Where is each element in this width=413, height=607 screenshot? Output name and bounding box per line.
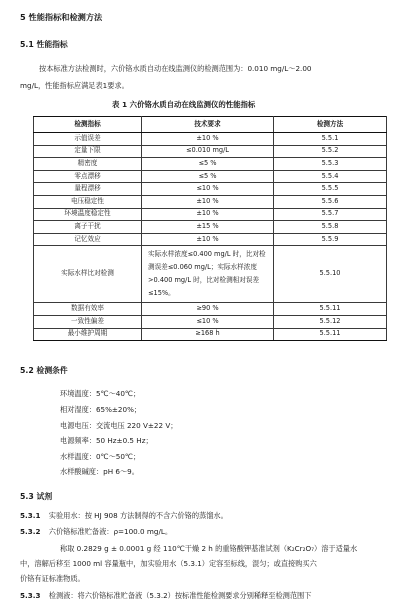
reagent-5-3-2-paragraph-line: 价铬有证标准物质。	[20, 574, 85, 583]
table-row	[34, 145, 387, 158]
cell-method: 5.5.7	[274, 208, 387, 221]
condition-item: 水样温度：0℃～50℃；	[60, 452, 141, 461]
cell-method: 5.5.11	[274, 303, 387, 316]
header-requirement: 技术要求	[142, 117, 274, 133]
cell-requirement: ±10 %	[142, 233, 274, 246]
table-row	[34, 195, 387, 208]
table-header-row	[34, 117, 387, 133]
reagent-number: 5.3.2	[20, 527, 41, 536]
cell-item: 数据有效率	[34, 303, 142, 316]
section-5-3-heading: 5.3 试剂	[20, 492, 53, 501]
cell-requirement: 实际水样浓度≤0.400 mg/L 时，比对检测误差≤0.060 mg/L；实际水样浓度>0.400 mg/L 时，比对检测相对误差≤15%。	[142, 246, 274, 303]
cell-item: 离子干扰	[34, 221, 142, 234]
reagent-text: 六价铬标准贮备液：ρ=100.0 mg/L。	[48, 527, 173, 536]
reagent-5-3-1	[20, 511, 228, 520]
performance-table	[33, 116, 386, 341]
cell-item: 最小维护周期	[34, 328, 142, 341]
reagent-5-3-3	[20, 591, 311, 600]
table-row	[34, 315, 387, 328]
condition-item: 相对湿度：65%±20%；	[60, 405, 142, 414]
table-row	[34, 233, 387, 246]
table-row	[34, 328, 387, 341]
cell-requirement: ±10 %	[142, 195, 274, 208]
table-row	[34, 208, 387, 221]
intro-line-2: mg/L，性能指标应满足表1要求。	[20, 81, 129, 90]
section-5-heading: 5 性能指标和检测方法	[20, 12, 103, 22]
reagent-5-3-2-paragraph-line: 中，溶解后移至 1000 ml 容量瓶中，加实验用水（5.3.1）定容至标线，混匀；或直接购买六	[20, 559, 317, 568]
reagent-text: 实验用水：按 HJ 908 方法制得的不含六价铬的蒸馏水。	[48, 511, 228, 520]
condition-item: 电源频率：50 Hz±0.5 Hz；	[60, 436, 153, 445]
cell-method: 5.5.4	[274, 170, 387, 183]
cell-requirement: ≥168 h	[142, 328, 274, 341]
condition-item: 电源电压：交流电压 220 V±22 V；	[60, 421, 178, 430]
cell-item: 电压稳定性	[34, 195, 142, 208]
table-row-comparison	[34, 246, 387, 303]
intro-line-1: 按本标准方法检测时，六价铬水质自动在线监测仪的检测范围为：0.010 mg/L～2.00	[39, 64, 312, 73]
reagent-text: 检测液：将六价铬标准贮备液（5.3.2）按标准性能检测要求分别稀释至检测范围下	[48, 591, 312, 600]
table-row	[34, 183, 387, 196]
header-item: 检测指标	[34, 117, 142, 133]
cell-item: 定量下限	[34, 145, 142, 158]
table-row	[34, 133, 387, 146]
cell-item: 一致性偏差	[34, 315, 142, 328]
cell-requirement: ±15 %	[142, 221, 274, 234]
cell-method: 5.5.10	[274, 246, 387, 303]
cell-item: 量程漂移	[34, 183, 142, 196]
cell-method: 5.5.6	[274, 195, 387, 208]
cell-item: 示值误差	[34, 133, 142, 146]
cell-requirement: ≤10 %	[142, 183, 274, 196]
reagent-5-3-2-paragraph-line: 称取 0.2829 g ± 0.0001 g 经 110℃干燥 2 h 的重铬酸钾基准试剂（K₂Cr₂O₇）溶于适量水	[60, 544, 358, 553]
table-row	[34, 170, 387, 183]
cell-item: 记忆效应	[34, 233, 142, 246]
cell-item: 实际水样比对检测	[34, 246, 142, 303]
reagent-5-3-2	[20, 527, 172, 536]
cell-requirement: ≤5 %	[142, 170, 274, 183]
cell-method: 5.5.3	[274, 158, 387, 171]
table-row	[34, 303, 387, 316]
condition-item: 水样酸碱度：pH 6～9。	[60, 467, 139, 476]
cell-requirement: ≤5 %	[142, 158, 274, 171]
cell-method: 5.5.8	[274, 221, 387, 234]
cell-item: 环境温度稳定性	[34, 208, 142, 221]
cell-requirement: ≤0.010 mg/L	[142, 145, 274, 158]
reagent-number: 5.3.1	[20, 511, 41, 520]
cell-requirement: ≥90 %	[142, 303, 274, 316]
section-5-1-heading: 5.1 性能指标	[20, 40, 68, 49]
cell-method: 5.5.1	[274, 133, 387, 146]
header-method: 检测方法	[274, 117, 387, 133]
reagent-number: 5.3.3	[20, 591, 41, 600]
cell-method: 5.5.9	[274, 233, 387, 246]
cell-item: 精密度	[34, 158, 142, 171]
cell-method: 5.5.5	[274, 183, 387, 196]
table-row	[34, 221, 387, 234]
cell-requirement: ≤10 %	[142, 315, 274, 328]
cell-requirement: ±10 %	[142, 133, 274, 146]
condition-item: 环境温度：5℃～40℃；	[60, 389, 141, 398]
cell-item: 零点漂移	[34, 170, 142, 183]
cell-method: 5.5.12	[274, 315, 387, 328]
cell-method: 5.5.11	[274, 328, 387, 341]
cell-requirement: ±10 %	[142, 208, 274, 221]
table-caption: 表 1 六价铬水质自动在线监测仪的性能指标	[112, 100, 256, 109]
table-row	[34, 158, 387, 171]
cell-method: 5.5.2	[274, 145, 387, 158]
section-5-2-heading: 5.2 检测条件	[20, 366, 68, 375]
